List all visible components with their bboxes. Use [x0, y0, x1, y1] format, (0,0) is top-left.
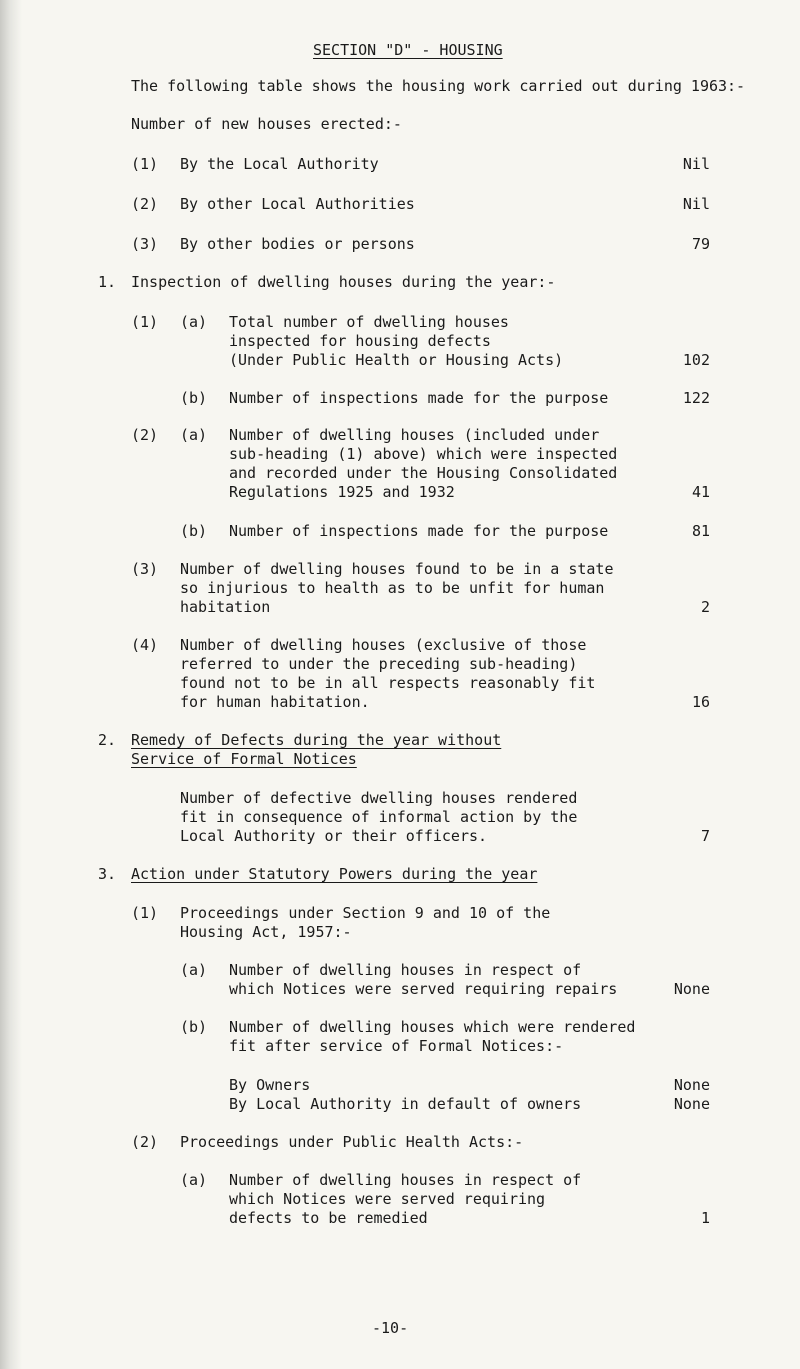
item-value: 7 [700, 827, 710, 845]
page-number: -10- [372, 1319, 409, 1337]
item-value: None [673, 1095, 710, 1113]
section-number: 2. [98, 731, 117, 749]
item-value: 122 [682, 389, 710, 407]
section-heading: Inspection of dwelling houses during the year:- [131, 273, 556, 291]
item-value: Nil [682, 155, 710, 173]
item-text-line: referred to under the preceding sub-heading) [180, 655, 578, 673]
item-number: (4) [131, 636, 159, 654]
item-label: By other bodies or persons [180, 235, 415, 253]
item-text-line: Total number of dwelling houses [229, 313, 509, 331]
item-text-line: Number of dwelling houses in respect of [229, 961, 582, 979]
item-label: By the Local Authority [180, 155, 379, 173]
item-text-line: Number of defective dwelling houses rendered [180, 789, 578, 807]
section-title: SECTION "D" - HOUSING [313, 41, 503, 59]
item-text-line: Proceedings under Public Health Acts:- [180, 1133, 524, 1151]
sub-item-letter: (a) [180, 313, 208, 331]
item-text-line: Regulations 1925 and 1932 [229, 483, 455, 501]
sub-item-letter: (a) [180, 961, 208, 979]
item-text-line: sub-heading (1) above) which were inspected [229, 445, 618, 463]
item-text-line: Number of dwelling houses found to be in a state [180, 560, 614, 578]
item-value: 1 [700, 1209, 710, 1227]
item-text-line: Local Authority or their officers. [180, 827, 488, 845]
item-text-line: found not to be in all respects reasonably fit [180, 674, 596, 692]
item-text-line: Proceedings under Section 9 and 10 of the [180, 904, 551, 922]
new-houses-heading: Number of new houses erected:- [131, 115, 402, 133]
item-text-line: habitation [180, 598, 271, 616]
item-text-line: for human habitation. [180, 693, 370, 711]
item-text-line: By Local Authority in default of owners [229, 1095, 582, 1113]
item-value: None [673, 980, 710, 998]
item-value: Nil [682, 195, 710, 213]
sub-item-letter: (b) [180, 522, 208, 540]
item-text-line: and recorded under the Housing Consolidated [229, 464, 618, 482]
item-value: 81 [691, 522, 710, 540]
item-text-line: Number of dwelling houses in respect of [229, 1171, 582, 1189]
item-number: (3) [131, 560, 159, 578]
item-value: 2 [700, 598, 710, 616]
section-heading: Service of Formal Notices [131, 750, 357, 768]
item-value: None [673, 1076, 710, 1094]
item-text-line: Number of dwelling houses (exclusive of those [180, 636, 587, 654]
item-number: (1) [131, 313, 159, 331]
item-value: 16 [691, 693, 710, 711]
item-number: (1) [131, 155, 159, 173]
item-text-line: fit in consequence of informal action by the [180, 808, 578, 826]
sub-item-letter: (a) [180, 1171, 208, 1189]
intro-text: The following table shows the housing work carried out during 1963:- [131, 77, 746, 95]
section-heading: Action under Statutory Powers during the year [131, 865, 538, 883]
item-number: (2) [131, 426, 159, 444]
item-text-line: Number of inspections made for the purpose [229, 389, 609, 407]
sub-item-letter: (b) [180, 389, 208, 407]
item-text-line: Number of inspections made for the purpose [229, 522, 609, 540]
item-text-line: Housing Act, 1957:- [180, 923, 352, 941]
section-number: 3. [98, 865, 117, 883]
item-label: By other Local Authorities [180, 195, 415, 213]
item-value: 41 [691, 483, 710, 501]
item-text-line: (Under Public Health or Housing Acts) [229, 351, 564, 369]
item-text-line: defects to be remedied [229, 1209, 428, 1227]
item-number: (1) [131, 904, 159, 922]
item-value: 79 [691, 235, 710, 253]
item-number: (3) [131, 235, 159, 253]
sub-item-letter: (a) [180, 426, 208, 444]
item-text-line: which Notices were served requiring repairs [229, 980, 618, 998]
item-text-line: By Owners [229, 1076, 311, 1094]
section-number: 1. [98, 273, 117, 291]
item-number: (2) [131, 195, 159, 213]
item-text-line: which Notices were served requiring [229, 1190, 546, 1208]
item-number: (2) [131, 1133, 159, 1151]
item-text-line: fit after service of Formal Notices:- [229, 1037, 564, 1055]
item-value: 102 [682, 351, 710, 369]
item-text-line: so injurious to health as to be unfit for human [180, 579, 605, 597]
scanned-page-edge [0, 0, 22, 1369]
item-text-line: Number of dwelling houses (included under [229, 426, 600, 444]
section-heading: Remedy of Defects during the year without [131, 731, 502, 749]
item-text-line: Number of dwelling houses which were rendered [229, 1018, 636, 1036]
sub-item-letter: (b) [180, 1018, 208, 1036]
item-text-line: inspected for housing defects [229, 332, 491, 350]
